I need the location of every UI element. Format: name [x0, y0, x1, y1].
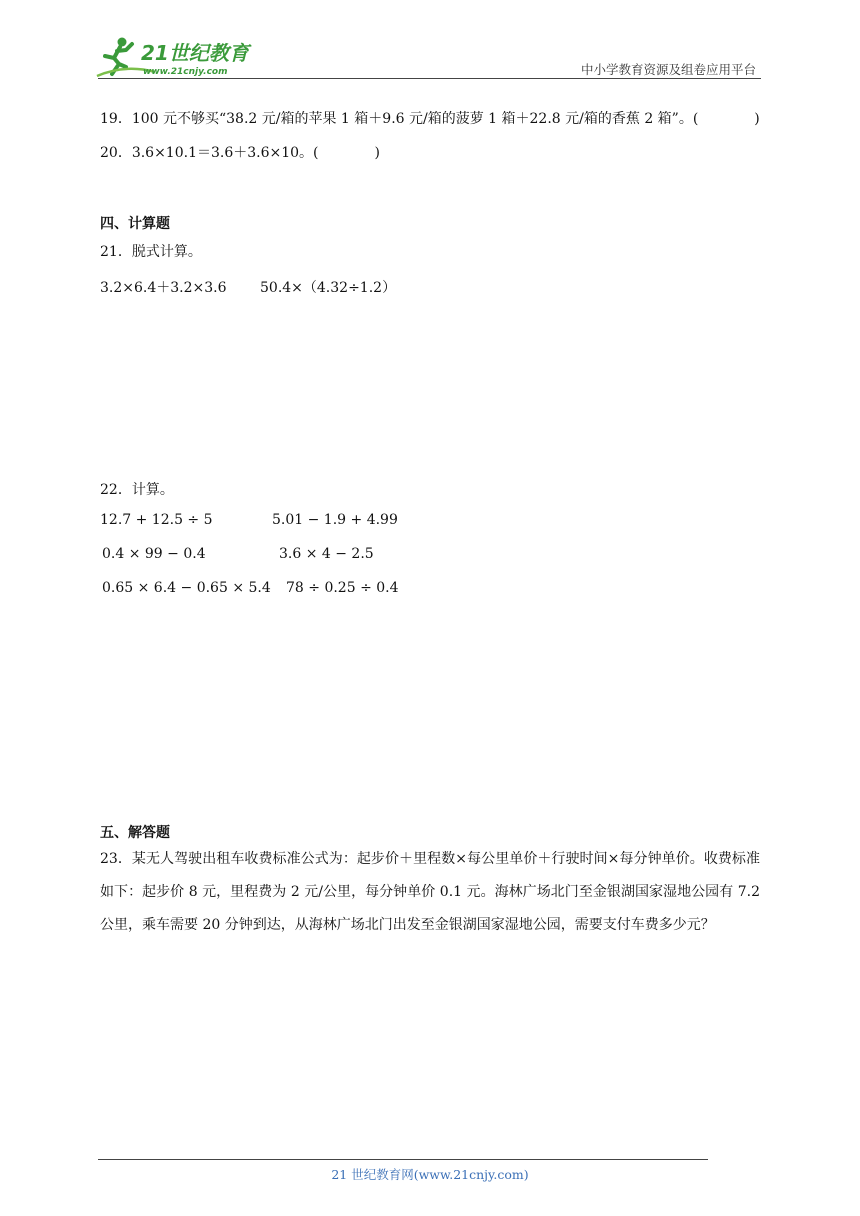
question-22-prompt: 22．计算。: [100, 482, 174, 498]
header-divider: [98, 78, 761, 79]
section-title-word-problems: 五、解答题: [100, 825, 170, 841]
footer-divider: [98, 1159, 708, 1160]
question-23: 23．某无人驾驶出租车收费标准公式为：起步价＋里程数×每公里单价＋行驶时间×每分钟单价。收费标准如下：起步价 8 元，里程费为 2 元/公里，每分钟单价 0.1 元。海林广场北门至金银湖国家湿地公园有 7.2 公里，乘车需要 20 分钟到达，从海林广场北门出发至金银湖国家湿地公园，需要支付车费多少元？: [100, 851, 760, 933]
question-22-expr: 3.6 × 4 − 2.5: [279, 546, 374, 562]
site-title: 中小学教育资源及组卷应用平台: [580, 62, 756, 77]
section-title-calculation: 四、计算题: [100, 216, 170, 232]
question-21-prompt: 21．脱式计算。: [100, 244, 202, 260]
question-22-expr: 0.65 × 6.4 − 0.65 × 5.4: [102, 580, 271, 596]
question-21-expr-2: 50.4×（4.32÷1.2）: [260, 280, 397, 296]
question-20: 20．3.6×10.1＝3.6＋3.6×10。( ): [100, 145, 380, 161]
footer-text: 21 世纪教育网(www.21cnjy.com): [331, 1167, 529, 1182]
logo-url: www.21cnjy.com: [143, 67, 228, 77]
question-19: 19．100 元不够买“38.2 元/箱的苹果 1 箱＋9.6 元/箱的菠萝 1 箱＋22.8 元/箱的香蕉 2 箱”。( ): [100, 111, 760, 127]
question-22-expr: 12.7 + 12.5 ÷ 5: [100, 512, 213, 528]
question-21-expr-1: 3.2×6.4＋3.2×3.6: [100, 280, 227, 296]
runner-icon: [95, 34, 265, 80]
site-logo: [95, 34, 265, 80]
logo-text: 21世纪教育: [141, 41, 249, 65]
question-22-expr: 0.4 × 99 − 0.4: [102, 546, 206, 562]
question-22-expr: 78 ÷ 0.25 ÷ 0.4: [286, 580, 399, 596]
question-22-expr: 5.01 − 1.9 + 4.99: [272, 512, 398, 528]
